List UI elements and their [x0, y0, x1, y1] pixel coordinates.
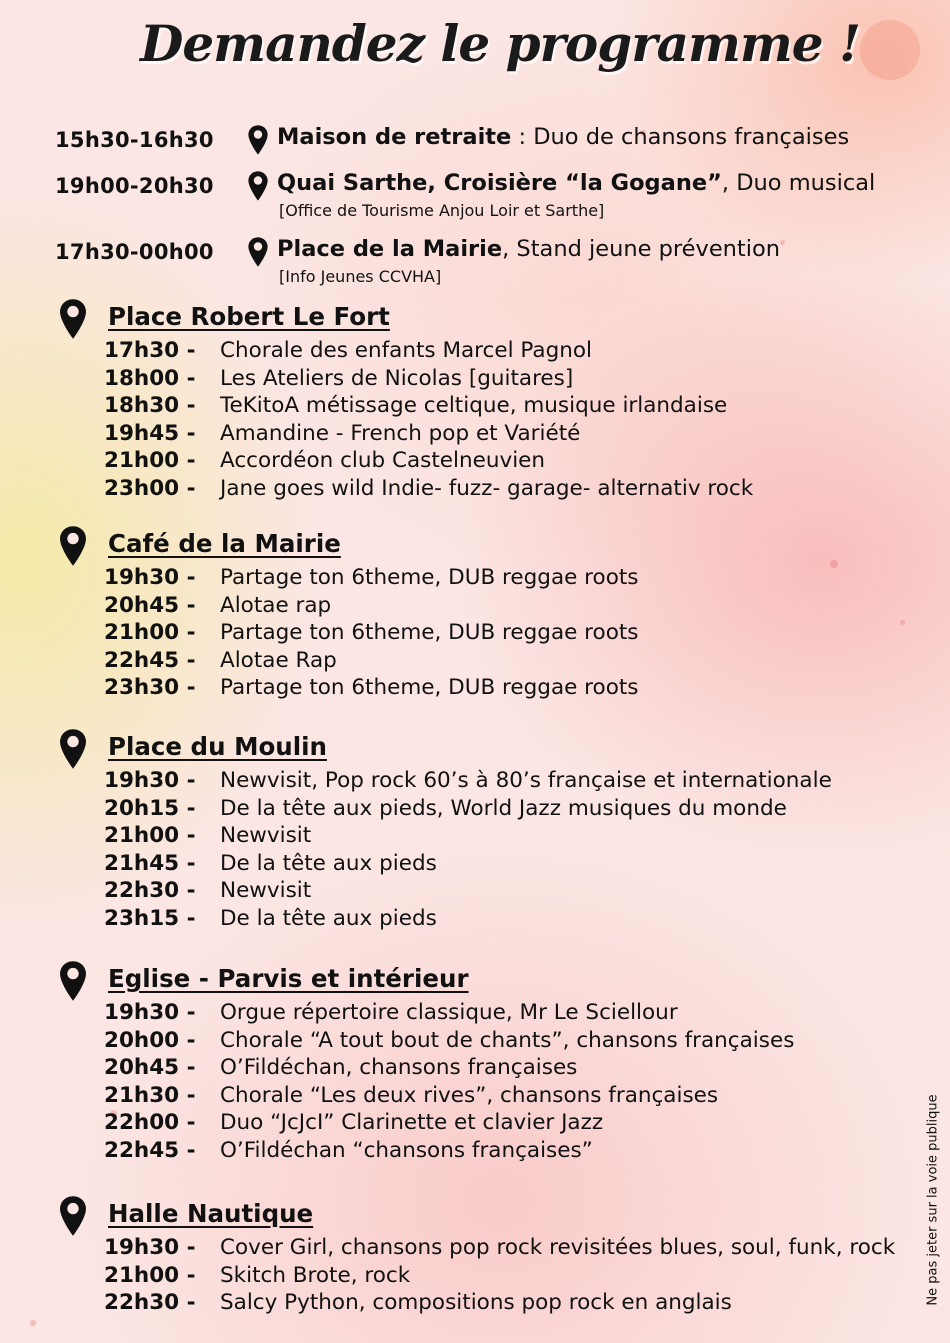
row-desc: Skitch Brote, rock: [220, 1262, 411, 1288]
row-time: 23h15 -: [104, 905, 196, 931]
schedule-row: [104, 1055, 918, 1083]
schedule-row: [104, 366, 918, 394]
event-separator: ,: [721, 170, 737, 196]
row-desc: Chorale “A tout bout de chants”, chansons françaises: [220, 1027, 795, 1053]
row-time: 22h30 -: [104, 1290, 196, 1316]
row-desc: Les Ateliers de Nicolas [guitares]: [220, 365, 574, 391]
row-desc: De la tête aux pieds, World Jazz musiques du monde: [220, 795, 787, 821]
event-sub: [Info Jeunes CCVHA]: [279, 267, 442, 286]
schedule-row: [104, 768, 918, 796]
top-event: [55, 168, 915, 234]
row-desc: Cover Girl, chansons pop rock revisitées blues, soul, funk, rock: [220, 1235, 896, 1260]
event-time: 17h30-00h00: [55, 240, 214, 264]
schedule-row: [104, 796, 918, 824]
event-separator: ,: [502, 236, 517, 262]
event-place: Quai Sarthe, Croisière “la Gogane”: [277, 170, 722, 196]
row-desc: Newvisit, Pop rock 60’s à 80’s française et internationale: [220, 768, 832, 793]
row-desc: Partage ton 6theme, DUB reggae roots: [220, 565, 639, 590]
schedule-list: [104, 338, 918, 504]
schedule-row: [104, 1083, 918, 1111]
schedule-list: [104, 1235, 918, 1318]
schedule-row: [104, 648, 918, 676]
event-time: 15h30-16h30: [55, 128, 214, 152]
row-desc: Newvisit: [220, 878, 312, 904]
row-time: 23h00 -: [104, 475, 196, 501]
top-events: [55, 122, 915, 300]
section-halle-nautique: [58, 1199, 918, 1318]
row-desc: Amandine - French pop et Variété: [220, 420, 581, 446]
row-time: 23h30 -: [104, 675, 196, 701]
schedule-row: [104, 1235, 918, 1263]
map-pin-icon: [58, 728, 88, 770]
row-desc: Alotae Rap: [220, 647, 337, 673]
schedule-row: [104, 476, 918, 504]
row-desc: Partage ton 6theme, DUB reggae roots: [220, 675, 639, 701]
schedule-row: [104, 620, 918, 648]
row-desc: Partage ton 6theme, DUB reggae roots: [220, 620, 639, 646]
event-desc: Duo musical: [736, 170, 876, 196]
schedule-row: [104, 448, 918, 476]
schedule-row: [104, 1110, 918, 1138]
row-time: 21h00 -: [104, 1262, 196, 1288]
schedule-row: [104, 393, 918, 421]
section-header: [58, 732, 918, 768]
section-place-du-moulin: [58, 732, 918, 934]
schedule-row: [104, 1263, 918, 1291]
event-place: Maison de retraite: [277, 124, 512, 150]
event-separator: :: [511, 124, 534, 150]
map-pin-icon: [58, 960, 88, 1002]
row-desc: Orgue répertoire classique, Mr Le Sciellour: [220, 1000, 678, 1025]
schedule-row: [104, 823, 918, 851]
schedule-row: [104, 565, 918, 593]
row-time: 21h45 -: [104, 850, 196, 876]
schedule-row: [104, 851, 918, 879]
event-time: 19h00-20h30: [55, 174, 214, 198]
row-time: 22h00 -: [104, 1110, 196, 1136]
map-pin-icon: [58, 298, 88, 340]
event-line: [277, 170, 875, 196]
schedule-row: [104, 878, 918, 906]
row-desc: Duo “JcJcI” Clarinette et clavier Jazz: [220, 1110, 604, 1136]
row-desc: Chorale des enfants Marcel Pagnol: [220, 338, 592, 363]
event-line: [277, 236, 780, 262]
section-header: [58, 964, 918, 1000]
section-title: Eglise - Parvis et intérieur: [108, 964, 469, 993]
event-sub: [Office de Tourisme Anjou Loir et Sarthe]: [279, 201, 605, 220]
row-desc: Newvisit: [220, 823, 312, 849]
section-title: Café de la Mairie: [108, 529, 341, 558]
row-time: 21h00 -: [104, 823, 196, 849]
section-title: Place du Moulin: [108, 732, 327, 761]
map-pin-icon: [247, 236, 269, 268]
row-time: 20h00 -: [104, 1027, 196, 1053]
row-time: 17h30 -: [104, 338, 196, 363]
section-header: [58, 529, 918, 565]
row-time: 18h00 -: [104, 365, 196, 391]
row-time: 22h45 -: [104, 1137, 196, 1163]
section-header: [58, 302, 918, 338]
map-pin-icon: [58, 525, 88, 567]
top-event: [55, 234, 915, 300]
row-time: 19h30 -: [104, 1000, 196, 1025]
row-time: 19h45 -: [104, 420, 196, 446]
row-time: 21h00 -: [104, 448, 196, 474]
section-title: Halle Nautique: [108, 1199, 314, 1228]
row-time: 20h45 -: [104, 592, 196, 618]
event-line: [277, 124, 849, 150]
section-header: [58, 1199, 918, 1235]
side-note: Ne pas jeter sur la voie publique: [925, 1094, 941, 1306]
row-time: 19h30 -: [104, 768, 196, 793]
event-desc: Stand jeune prévention: [516, 236, 781, 262]
schedule-list: [104, 565, 918, 703]
row-desc: O’Fildéchan “chansons françaises”: [220, 1137, 593, 1163]
event-place: Place de la Mairie: [277, 236, 503, 262]
schedule-row: [104, 421, 918, 449]
row-desc: TeKitoA métissage celtique, musique irlandaise: [220, 393, 728, 419]
row-desc: De la tête aux pieds: [220, 850, 437, 876]
schedule-row: [104, 1028, 918, 1056]
schedule-row: [104, 1290, 918, 1318]
schedule-row: [104, 906, 918, 934]
schedule-row: [104, 675, 918, 703]
row-desc: Chorale “Les deux rives”, chansons françaises: [220, 1082, 719, 1108]
schedule-row: [104, 1000, 918, 1028]
row-desc: Accordéon club Castelneuvien: [220, 448, 546, 474]
row-desc: Alotae rap: [220, 592, 332, 618]
schedule-row: [104, 593, 918, 621]
page-title: Demandez le programme !: [140, 14, 860, 73]
section-place-robert-le-fort: [58, 302, 918, 504]
row-time: 19h30 -: [104, 565, 196, 590]
schedule-list: [104, 768, 918, 934]
row-time: 21h00 -: [104, 620, 196, 646]
row-time: 20h45 -: [104, 1055, 196, 1081]
map-pin-icon: [247, 124, 269, 156]
row-time: 19h30 -: [104, 1235, 196, 1260]
row-time: 22h30 -: [104, 878, 196, 904]
row-desc: Jane goes wild Indie- fuzz- garage- alternativ rock: [220, 475, 754, 501]
row-time: 18h30 -: [104, 393, 196, 419]
row-time: 20h15 -: [104, 795, 196, 821]
schedule-row: [104, 1138, 918, 1166]
section-cafe-de-la-mairie: [58, 529, 918, 703]
row-desc: De la tête aux pieds: [220, 905, 437, 931]
schedule-list: [104, 1000, 918, 1166]
section-eglise: [58, 964, 918, 1166]
map-pin-icon: [247, 170, 269, 202]
event-desc: Duo de chansons françaises: [533, 124, 850, 150]
row-desc: Salcy Python, compositions pop rock en anglais: [220, 1290, 732, 1316]
schedule-row: [104, 338, 918, 366]
row-desc: O’Fildéchan, chansons françaises: [220, 1055, 578, 1081]
section-title: Place Robert Le Fort: [108, 302, 390, 331]
row-time: 22h45 -: [104, 647, 196, 673]
map-pin-icon: [58, 1195, 88, 1237]
row-time: 21h30 -: [104, 1082, 196, 1108]
